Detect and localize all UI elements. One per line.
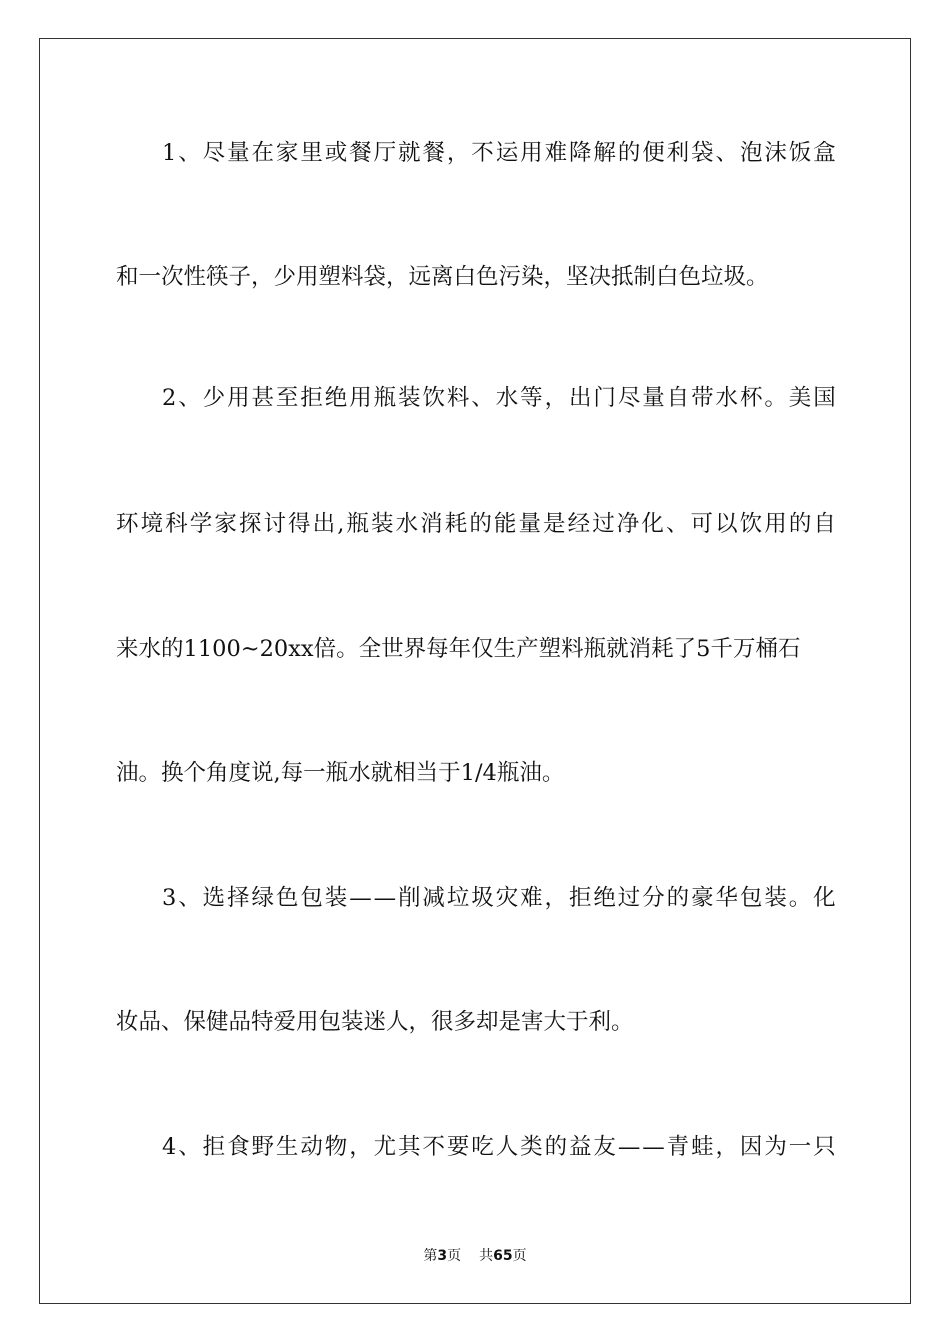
paragraph-3-line-1: 3 、 选 择 绿 色 包 装 — — 削 减 垃 圾 灾 难 ， 拒 绝 过 分 的 豪 华 包 装 。 化 <box>162 885 836 911</box>
page-frame <box>39 38 911 1304</box>
footer-page-prefix: 第 <box>423 1248 438 1264</box>
paragraph-4-line-1: 4 、 拒 食 野 生 动 物 ， 尤 其 不 要 吃 人 类 的 益 友 — — 青 蛙 ， 因 为 一 只 <box>162 1134 836 1160</box>
footer-total-suffix: 页 <box>512 1248 527 1264</box>
paragraph-2-line-4: 油。换个角度说,每一瓶水就相当于1/4瓶油。 <box>116 760 565 786</box>
paragraph-2-line-2: 环 境 科 学 家 探 讨 得 出 , 瓶 装 水 消 耗 的 能 量 是 经 过 净 化 、 可 以 饮 用 的 自 <box>116 511 836 537</box>
paragraph-2-line-3: 来水的1100~20xx倍。全世界每年仅生产塑料瓶就消耗了5千万桶石 <box>116 636 801 662</box>
footer-page-number: 3 <box>437 1248 448 1264</box>
footer-total-pages: 65 <box>493 1248 513 1264</box>
page-footer <box>0 1247 950 1265</box>
paragraph-1-line-1: 1 、 尽 量 在 家 里 或 餐 厅 就 餐 ， 不 运 用 难 降 解 的 便 利 袋 、 泡 沫 饭 盒 <box>162 140 836 166</box>
paragraph-2-line-1: 2 、 少 用 甚 至 拒 绝 用 瓶 装 饮 料 、 水 等 ， 出 门 尽 量 自 带 水 杯 。 美 国 <box>162 385 836 411</box>
footer-total-prefix: 共 <box>479 1248 494 1264</box>
paragraph-1-line-2: 和一次性筷子，少用塑料袋，远离白色污染，坚决抵制白色垃圾。 <box>116 264 769 290</box>
paragraph-3-line-2: 妆品、保健品特爱用包装迷人，很多却是害大于利。 <box>116 1009 634 1035</box>
footer-page-suffix: 页 <box>447 1248 462 1264</box>
